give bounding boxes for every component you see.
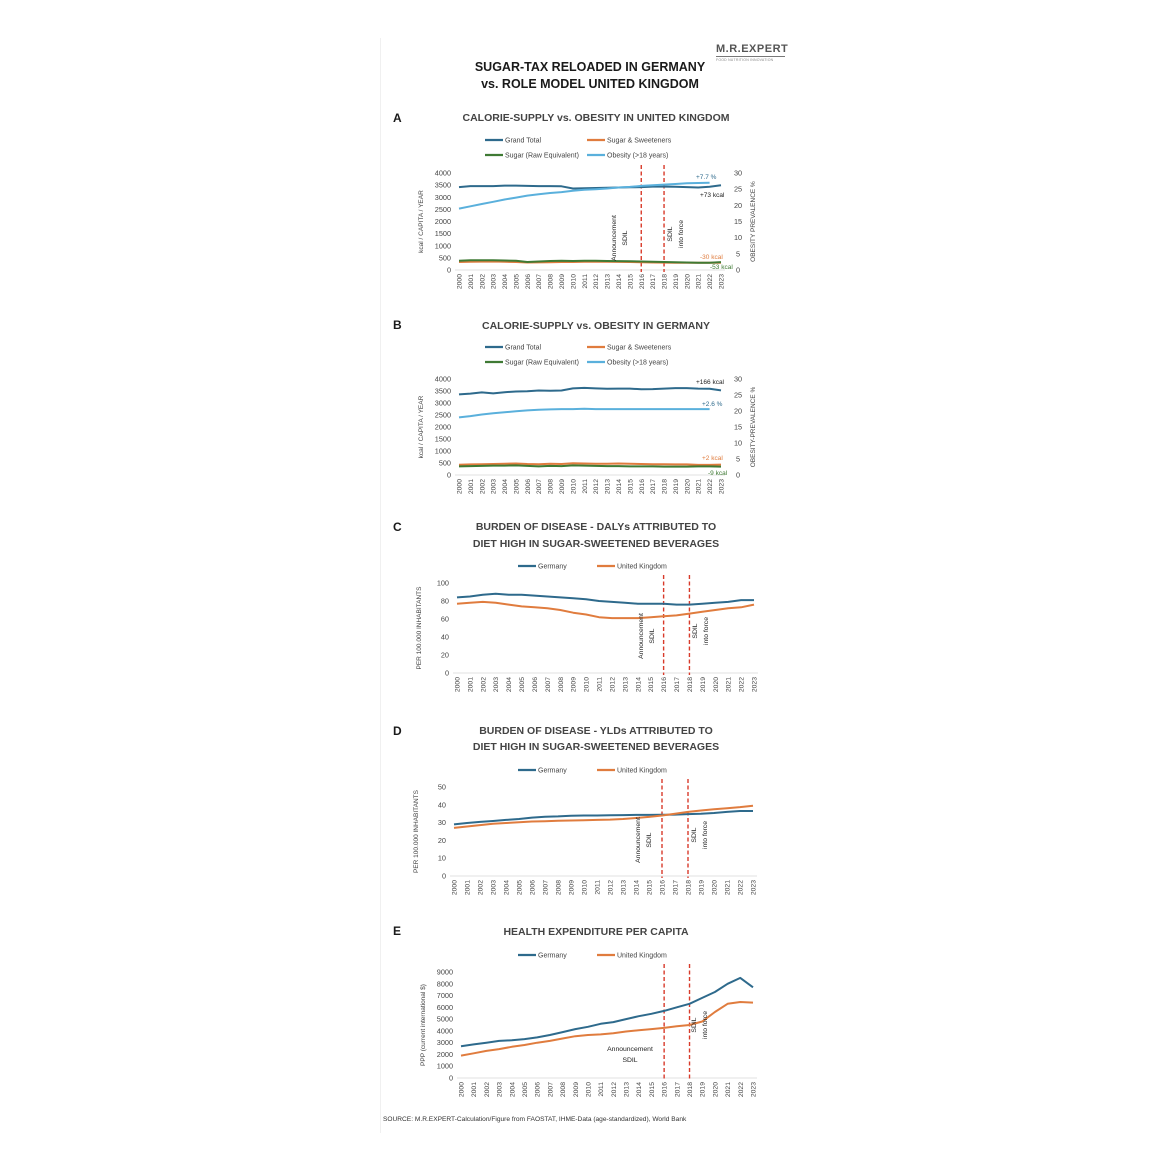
y-tick-label: 5000 [436, 1014, 453, 1024]
y-tick-label: 40 [437, 800, 446, 810]
x-tick-label: 2007 [536, 274, 544, 290]
legend-label-0: Germany [538, 563, 567, 571]
y-tick-label: 9000 [436, 967, 453, 977]
x-tick-label: 2013 [623, 1082, 631, 1098]
x-tick-label: 2013 [620, 880, 628, 896]
source-note: SOURCE: M.R.EXPERT-Calculation/Figure from FAOSTAT, IHME-Data (age-standardized), World Bank [383, 1116, 687, 1123]
x-tick-label: 2016 [638, 274, 646, 290]
x-tick-label: 2016 [638, 479, 646, 495]
marker-label: into force [678, 220, 685, 248]
legend-label-0: Grand Total [505, 344, 542, 352]
x-tick-label: 2008 [557, 677, 565, 693]
y-axis-label: kcal / CAPITA / YEAR [418, 395, 425, 459]
y-tick-label: 0 [446, 470, 451, 480]
x-tick-label: 2011 [581, 479, 589, 494]
x-tick-label: 2013 [622, 677, 630, 693]
y-tick-label: 500 [438, 253, 451, 263]
x-tick-label: 2012 [607, 880, 615, 896]
x-tick-label: 2018 [686, 677, 694, 693]
y-tick-label: 2500 [434, 204, 451, 214]
y-tick-label: 4000 [436, 1026, 453, 1036]
x-tick-label: 2015 [627, 479, 635, 495]
y2-tick-label: 30 [733, 168, 743, 178]
x-tick-label: 2019 [698, 880, 706, 896]
y-axis-label: kcal / CAPITA / YEAR [418, 190, 425, 253]
y-tick-label: 0 [444, 668, 449, 678]
x-tick-label: 2000 [454, 677, 462, 693]
x-tick-label: 2013 [604, 274, 612, 290]
legend-label-2: Sugar (Raw Equivalent) [505, 359, 579, 367]
x-tick-label: 2001 [471, 1082, 479, 1098]
x-tick-label: 2018 [687, 1082, 695, 1098]
x-tick-label: 2015 [648, 677, 656, 693]
x-tick-label: 2004 [502, 274, 510, 290]
annotation-label: -53 kcal [710, 264, 733, 271]
marker-label: Announcement [607, 1046, 653, 1053]
legend-label-1: Sugar & Sweeteners [607, 137, 672, 145]
x-tick-label: 2016 [661, 1082, 669, 1098]
y-axis-label: PER 100.000 INHABITANTS [416, 586, 423, 670]
brand-logo-tagline: FOOD NUTRITION INNOVATION [716, 56, 785, 62]
y-axis-label: PER 100.000 INHABITANTS [413, 790, 420, 873]
x-tick-label: 2022 [707, 479, 715, 495]
main-title-line2: vs. ROLE MODEL UNITED KINGDOM [481, 77, 699, 91]
y-tick-label: 500 [438, 458, 451, 468]
x-tick-label: 2009 [559, 274, 567, 290]
x-tick-label: 2010 [585, 1082, 593, 1098]
x-tick-label: 2001 [467, 677, 475, 693]
annotation-label: +7.7 % [696, 174, 717, 181]
y-tick-label: 3500 [434, 180, 451, 190]
x-tick-label: 2004 [503, 880, 511, 896]
chart-d [380, 760, 800, 910]
x-tick-label: 2010 [581, 880, 589, 896]
x-tick-label: 2005 [519, 677, 527, 693]
x-tick-label: 2020 [684, 479, 692, 495]
y-tick-label: 3000 [434, 398, 451, 408]
chart-d-title-line2: DIET HIGH IN SUGAR-SWEETENED BEVERAGES [472, 741, 720, 753]
legend-label-1: Sugar & Sweeteners [607, 344, 672, 352]
x-tick-label: 2000 [456, 479, 464, 495]
chart-a [380, 130, 800, 305]
panel-letter-c: C [393, 520, 402, 534]
y-tick-label: 4000 [434, 374, 451, 384]
y2-axis-label: OBESITY-PREVALENCE % [750, 386, 757, 468]
x-tick-label: 2007 [544, 677, 552, 693]
x-tick-label: 2019 [699, 1082, 707, 1098]
annotation-label: -9 kcal [708, 470, 728, 477]
x-tick-label: 2020 [712, 1082, 720, 1098]
chart-c-title-line2: DIET HIGH IN SUGAR-SWEETENED BEVERAGES [472, 538, 720, 550]
legend-label-1: United Kingdom [617, 563, 667, 571]
marker-label: Announcement [611, 215, 618, 261]
marker-label: Announcement [638, 613, 645, 659]
x-tick-label: 2017 [674, 1082, 682, 1098]
x-tick-label: 2006 [531, 677, 539, 693]
y-tick-label: 20 [437, 835, 446, 845]
marker-label: SDIL [649, 628, 656, 644]
x-tick-label: 2015 [648, 1082, 656, 1098]
marker-label: SDIL [692, 623, 699, 639]
x-tick-label: 2020 [684, 274, 692, 290]
x-tick-label: 2017 [672, 880, 680, 896]
x-tick-label: 2014 [635, 677, 643, 693]
series-line-grand-total [459, 388, 721, 395]
y-tick-label: 4000 [434, 168, 451, 178]
annotation-label: +73 kcal [700, 192, 725, 199]
y-tick-label: 1000 [434, 241, 451, 251]
x-tick-label: 2017 [674, 677, 682, 693]
series-line-sugar-raw-equivalent- [459, 465, 721, 466]
x-tick-label: 2007 [547, 1082, 555, 1098]
x-tick-label: 2011 [598, 1082, 606, 1097]
x-tick-label: 2022 [737, 880, 745, 896]
y2-axis-label: OBESITY PREVALENCE % [750, 181, 757, 262]
x-tick-label: 2008 [555, 880, 563, 896]
x-tick-label: 2011 [596, 677, 604, 692]
y-tick-label: 3000 [436, 1038, 453, 1048]
legend-label-2: Sugar (Raw Equivalent) [505, 152, 579, 160]
x-tick-label: 2022 [737, 1082, 745, 1098]
marker-label: SDIL [622, 230, 629, 246]
x-tick-label: 2021 [725, 1082, 733, 1098]
x-tick-label: 2018 [685, 880, 693, 896]
x-tick-label: 2012 [609, 677, 617, 693]
y2-tick-label: 25 [733, 390, 743, 400]
x-tick-label: 2021 [695, 274, 703, 290]
x-tick-label: 2000 [456, 274, 464, 290]
x-tick-label: 2005 [521, 1082, 529, 1098]
x-tick-label: 2011 [594, 880, 602, 895]
marker-label: SDIL [667, 226, 674, 242]
panel-letter-d: D [393, 724, 402, 738]
y-tick-label: 0 [446, 265, 451, 275]
y-tick-label: 2000 [434, 422, 451, 432]
x-tick-label: 2009 [572, 1082, 580, 1098]
x-tick-label: 2005 [513, 274, 521, 290]
x-tick-label: 2006 [534, 1082, 542, 1098]
x-tick-label: 2003 [496, 1082, 504, 1098]
x-tick-label: 2008 [547, 274, 555, 290]
x-tick-label: 2023 [750, 880, 758, 896]
x-tick-label: 2008 [547, 479, 555, 495]
x-tick-label: 2009 [570, 677, 578, 693]
x-tick-label: 2021 [695, 479, 703, 495]
annotation-label: +2.6 % [702, 401, 723, 408]
x-tick-label: 2018 [661, 274, 669, 290]
x-tick-label: 2003 [490, 274, 498, 290]
chart-e [380, 945, 800, 1107]
x-tick-label: 2016 [659, 880, 667, 896]
x-tick-label: 2002 [480, 677, 488, 693]
y-tick-label: 0 [441, 871, 446, 881]
y-tick-label: 2500 [434, 410, 451, 420]
y2-tick-label: 10 [733, 233, 743, 243]
y2-tick-label: 5 [735, 249, 741, 259]
x-tick-label: 2022 [707, 274, 715, 290]
x-tick-label: 2000 [451, 880, 459, 896]
y-tick-label: 2000 [434, 217, 451, 226]
x-tick-label: 2023 [750, 1082, 758, 1098]
x-tick-label: 2004 [509, 1082, 517, 1098]
x-tick-label: 2012 [593, 479, 601, 495]
chart-c-title-line1: BURDEN OF DISEASE - DALYs ATTRIBUTED TO [475, 521, 717, 533]
legend-label-3: Obesity (>18 years) [607, 152, 669, 160]
y-tick-label: 50 [437, 782, 446, 792]
series-line-obesity-18-years- [459, 409, 710, 418]
x-tick-label: 2021 [725, 677, 733, 693]
x-tick-label: 2014 [615, 479, 623, 495]
x-tick-label: 2003 [493, 677, 501, 693]
chart-a-title: CALORIE-SUPPLY vs. OBESITY IN UNITED KINGDOM [462, 112, 730, 124]
chart-d-title-line1: BURDEN OF DISEASE - YLDs ATTRIBUTED TO [479, 725, 713, 737]
chart-b [380, 337, 800, 505]
y-tick-label: 6000 [436, 1002, 453, 1012]
y2-tick-label: 15 [733, 217, 743, 226]
panel-letter-e: E [393, 924, 402, 938]
x-tick-label: 2006 [524, 274, 532, 290]
x-tick-label: 2012 [593, 274, 601, 290]
y-tick-label: 3000 [434, 192, 451, 202]
annotation-label: -30 kcal [700, 254, 723, 261]
x-tick-label: 2002 [479, 274, 487, 290]
marker-label: SDIL [646, 832, 653, 848]
y-tick-label: 30 [437, 818, 446, 828]
y2-tick-label: 20 [733, 406, 743, 416]
legend-label-0: Germany [538, 767, 567, 775]
x-tick-label: 2003 [490, 479, 498, 495]
panel-letter-a: A [393, 111, 402, 125]
x-tick-label: 2010 [570, 479, 578, 495]
x-tick-label: 2017 [650, 274, 658, 290]
y2-tick-label: 30 [733, 374, 743, 384]
y-tick-label: 60 [440, 614, 449, 624]
x-tick-label: 2001 [467, 479, 475, 495]
chart-e-title: HEALTH EXPENDITURE PER CAPITA [503, 926, 689, 938]
y-tick-label: 10 [437, 853, 446, 863]
legend-label-0: Germany [538, 952, 567, 960]
y2-tick-label: 15 [733, 422, 743, 432]
y-tick-label: 2000 [436, 1049, 453, 1059]
x-tick-label: 2001 [464, 880, 472, 896]
main-title-line1: SUGAR-TAX RELOADED IN GERMANY [474, 60, 706, 74]
x-tick-label: 2005 [516, 880, 524, 896]
marker-label: into force [702, 821, 709, 849]
marker-label: SDIL [691, 1017, 698, 1033]
y-tick-label: 1000 [434, 446, 451, 456]
x-tick-label: 2019 [672, 479, 680, 495]
legend-label-3: Obesity (>18 years) [607, 359, 669, 367]
x-tick-label: 2002 [479, 479, 487, 495]
annotation-label: +166 kcal [696, 379, 725, 386]
x-tick-label: 2019 [672, 274, 680, 290]
x-tick-label: 2023 [718, 274, 726, 290]
y-tick-label: 1500 [434, 229, 451, 239]
series-line-grand-total [459, 185, 721, 188]
y-tick-label: 7000 [436, 991, 453, 1001]
x-tick-label: 2002 [477, 880, 485, 896]
x-tick-label: 2023 [718, 479, 726, 495]
y2-tick-label: 20 [733, 200, 743, 210]
x-tick-label: 2007 [542, 880, 550, 896]
panel-letter-b: B [393, 318, 402, 332]
x-tick-label: 2014 [633, 880, 641, 896]
x-tick-label: 2014 [636, 1082, 644, 1098]
series-line-germany [461, 978, 753, 1046]
y-tick-label: 0 [448, 1073, 453, 1083]
x-tick-label: 2006 [524, 479, 532, 495]
y2-tick-label: 0 [735, 470, 741, 480]
x-tick-label: 2020 [712, 677, 720, 693]
x-tick-label: 2009 [559, 479, 567, 495]
y-tick-label: 1000 [436, 1061, 453, 1071]
y-axis-label: PPP (current international $) [420, 984, 427, 1066]
annotation-label: +2 kcal [702, 455, 723, 462]
y2-tick-label: 5 [735, 454, 741, 464]
y2-tick-label: 25 [733, 184, 743, 194]
y-tick-label: 1500 [434, 434, 451, 444]
x-tick-label: 2003 [490, 880, 498, 896]
y-tick-label: 100 [436, 578, 449, 588]
y-tick-label: 8000 [436, 979, 453, 989]
chart-b-title: CALORIE-SUPPLY vs. OBESITY IN GERMANY [482, 320, 710, 332]
x-tick-label: 2007 [536, 479, 544, 495]
y-tick-label: 3500 [434, 386, 451, 396]
x-tick-label: 2017 [650, 479, 658, 495]
x-tick-label: 2021 [724, 880, 732, 896]
chart-c [380, 556, 800, 706]
x-tick-label: 2022 [738, 677, 746, 693]
marker-label: into force [703, 617, 710, 645]
x-tick-label: 2023 [751, 677, 759, 693]
x-tick-label: 2018 [661, 479, 669, 495]
y2-tick-label: 10 [733, 438, 743, 448]
x-tick-label: 2002 [483, 1082, 491, 1098]
y-tick-label: 40 [440, 632, 449, 642]
legend-label-1: United Kingdom [617, 952, 667, 960]
y-tick-label: 80 [440, 596, 449, 606]
x-tick-label: 2004 [502, 479, 510, 495]
series-line-united-kingdom [457, 602, 754, 618]
x-tick-label: 2004 [506, 677, 514, 693]
x-tick-label: 2016 [661, 677, 669, 693]
y-tick-label: 20 [440, 650, 449, 660]
x-tick-label: 2010 [570, 274, 578, 290]
y2-tick-label: 0 [735, 265, 741, 275]
brand-logo: M.R.EXPERT [716, 43, 789, 55]
x-tick-label: 2008 [560, 1082, 568, 1098]
x-tick-label: 2012 [610, 1082, 618, 1098]
marker-label: Announcement [635, 817, 642, 863]
x-tick-label: 2019 [699, 677, 707, 693]
marker-label: into force [702, 1011, 709, 1039]
x-tick-label: 2015 [646, 880, 654, 896]
x-tick-label: 2010 [583, 677, 591, 693]
legend-label-1: United Kingdom [617, 767, 667, 775]
marker-label: SDIL [691, 827, 698, 843]
x-tick-label: 2005 [513, 479, 521, 495]
marker-label: SDIL [622, 1057, 638, 1064]
x-tick-label: 2020 [711, 880, 719, 896]
x-tick-label: 2013 [604, 479, 612, 495]
x-tick-label: 2014 [615, 274, 623, 290]
legend-label-0: Grand Total [505, 137, 542, 145]
x-tick-label: 2011 [581, 274, 589, 289]
x-tick-label: 2006 [529, 880, 537, 896]
x-tick-label: 2001 [467, 274, 475, 290]
x-tick-label: 2000 [458, 1082, 466, 1098]
x-tick-label: 2015 [627, 274, 635, 290]
x-tick-label: 2009 [568, 880, 576, 896]
